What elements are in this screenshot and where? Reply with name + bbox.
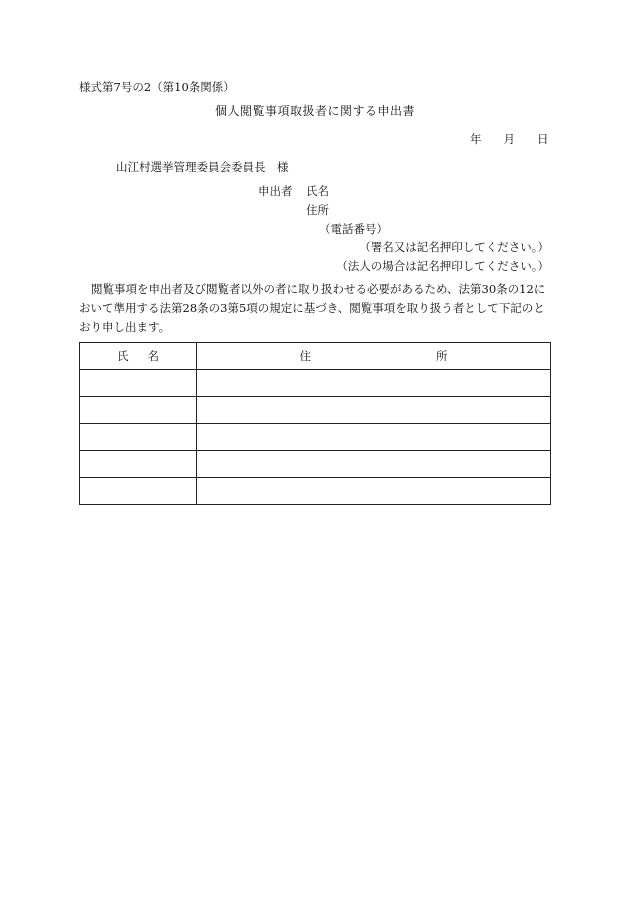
table-row — [80, 397, 551, 424]
name-cell[interactable] — [80, 370, 197, 397]
day-label: 日 — [537, 132, 549, 146]
address-cell[interactable] — [197, 451, 551, 478]
year-label: 年 — [470, 132, 482, 146]
column-header-name: 氏 名 — [80, 343, 197, 370]
name-cell[interactable] — [80, 424, 197, 451]
request-body-text: 閲覧事項を申出者及び閲覧者以外の者に取り扱わせる必要があるため、法第30条の12において準用する法第28条の3第5項の規定に基づき、閲覧事項を取り扱う者として下記のとおり申し出ます。 — [79, 282, 546, 334]
column-header-address: 住 所 — [197, 343, 551, 370]
address-cell[interactable] — [197, 478, 551, 505]
table-row — [80, 424, 551, 451]
date-line — [470, 132, 549, 146]
table-row — [80, 478, 551, 505]
applicant-phone-label: （電話番号） — [319, 222, 388, 236]
table-header-row — [80, 343, 551, 370]
form-number: 様式第7号の2（第10条関係） — [79, 80, 235, 94]
name-cell[interactable] — [80, 397, 197, 424]
name-cell[interactable] — [80, 478, 197, 505]
applicant-name-label: 氏名 — [306, 184, 329, 198]
applicant-label: 申出者 — [258, 184, 293, 198]
document-title: 個人閲覧事項取扱者に関する申出書 — [214, 104, 415, 118]
corporation-note: （法人の場合は記名押印してください。） — [336, 259, 549, 273]
applicant-address-label: 住所 — [306, 203, 329, 217]
address-cell[interactable] — [197, 424, 551, 451]
signature-note: （署名又は記名押印してください。） — [359, 240, 549, 254]
address-cell[interactable] — [197, 370, 551, 397]
name-cell[interactable] — [80, 451, 197, 478]
month-label: 月 — [503, 132, 515, 146]
table-row — [80, 451, 551, 478]
table-row — [80, 370, 551, 397]
handler-table — [79, 342, 551, 505]
address-cell[interactable] — [197, 397, 551, 424]
addressee: 山江村選挙管理委員会委員長 様 — [116, 160, 289, 174]
